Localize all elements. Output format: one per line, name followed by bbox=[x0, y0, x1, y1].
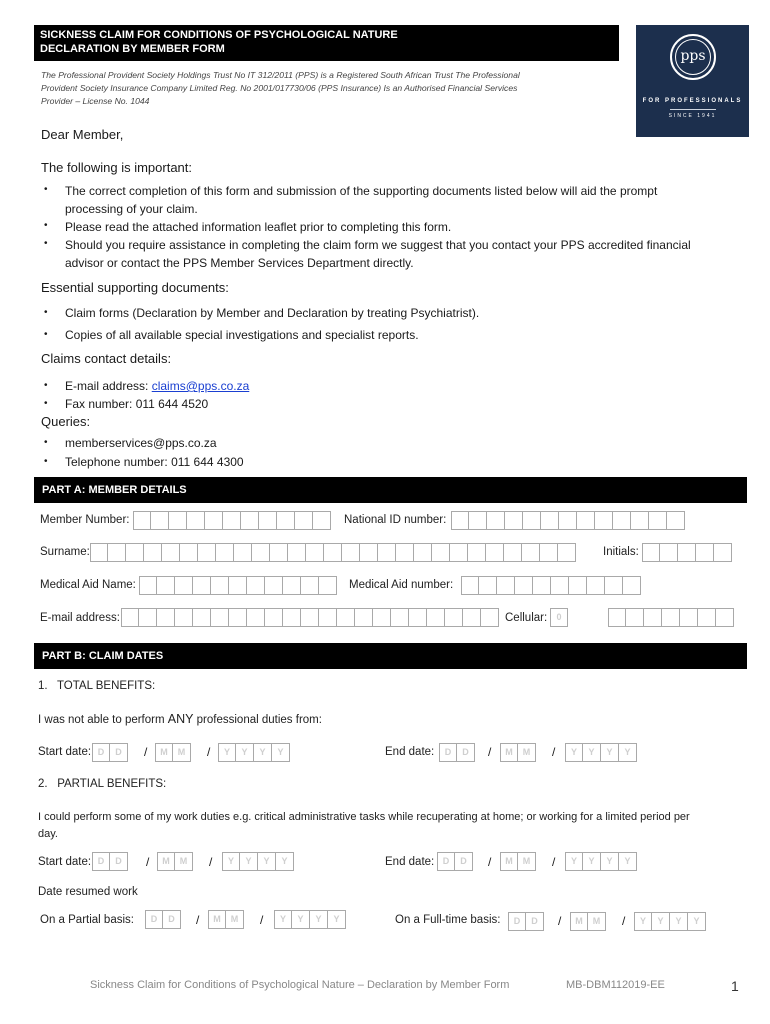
partial-benefits-heading bbox=[38, 777, 166, 791]
logo-divider bbox=[670, 109, 716, 110]
partial-start-day[interactable]: D D bbox=[92, 852, 128, 871]
partial-benefits-desc bbox=[38, 809, 690, 843]
date-separator: / bbox=[488, 745, 492, 759]
logo-tagline: FOR PROFESSIONALS bbox=[642, 98, 743, 104]
date-separator: / bbox=[552, 745, 556, 759]
date-separator: / bbox=[146, 855, 150, 869]
partial-basis-day[interactable]: D D bbox=[145, 910, 181, 929]
intro-line: The Professional Provident Society Holdings Trust No IT 312/2011 (PPS) is a Registered South African Trust The Professional bbox=[41, 70, 520, 80]
email-field[interactable] bbox=[121, 608, 499, 627]
desc-emphasis: ANY bbox=[167, 712, 194, 726]
total-end-label: End date: bbox=[385, 746, 435, 758]
bullet-icon: • bbox=[44, 307, 48, 318]
intro-line: Provident Society Insurance Company Limited Reg. No 2001/017730/06 (PPS Insurance) Is an Authorised Financial Services bbox=[41, 83, 518, 93]
logo-since: SINCE 1941 bbox=[668, 113, 717, 119]
legal-intro bbox=[41, 69, 601, 108]
email-label: E-mail address: bbox=[65, 379, 149, 393]
desc-text: I could perform some of my work duties e.g. critical administrative tasks while recuperating at home; or working for a limited period per bbox=[38, 811, 690, 823]
bullet-icon: • bbox=[44, 456, 48, 467]
cellular-label: Cellular: bbox=[505, 612, 548, 624]
form-title-bar bbox=[34, 25, 619, 61]
partial-end-month[interactable]: M M bbox=[500, 852, 536, 871]
bullet-icon: • bbox=[44, 238, 48, 249]
fulltime-basis-year[interactable]: Y Y Y Y bbox=[634, 912, 706, 931]
partial-start-year[interactable]: Y Y Y Y bbox=[222, 852, 294, 871]
contact-heading: Claims contact details: bbox=[41, 351, 172, 366]
list-item: Copies of all available special investigations and specialist reports. bbox=[65, 328, 419, 342]
medical-aid-number-field[interactable] bbox=[461, 576, 641, 595]
cellular-field[interactable] bbox=[608, 608, 734, 627]
footer-form-code: MB-DBM112019-EE bbox=[566, 979, 665, 991]
total-start-label: Start date: bbox=[38, 746, 92, 758]
date-separator: / bbox=[622, 914, 626, 928]
date-separator: / bbox=[144, 745, 148, 759]
pps-logo bbox=[636, 25, 749, 137]
list-item: Claim forms (Declaration by Member and Declaration by treating Psychiatrist). bbox=[65, 306, 480, 320]
date-separator: / bbox=[196, 913, 200, 927]
partial-start-label: Start date: bbox=[38, 856, 92, 868]
member-number-label: Member Number: bbox=[40, 514, 130, 526]
surname-label: Surname: bbox=[40, 546, 90, 558]
section-number: 1. bbox=[38, 680, 48, 692]
page-number: 1 bbox=[731, 978, 739, 994]
partial-start-month[interactable]: M M bbox=[157, 852, 193, 871]
partial-end-year[interactable]: Y Y Y Y bbox=[565, 852, 637, 871]
surname-field[interactable] bbox=[90, 543, 576, 562]
date-separator: / bbox=[488, 855, 492, 869]
section-heading: TOTAL BENEFITS: bbox=[56, 680, 156, 692]
partial-end-day[interactable]: D D bbox=[437, 852, 473, 871]
queries-email: memberservices@pps.co.za bbox=[65, 436, 217, 450]
logo-circle-icon bbox=[670, 34, 716, 80]
date-separator: / bbox=[552, 855, 556, 869]
date-separator: / bbox=[207, 745, 211, 759]
fulltime-basis-day[interactable]: D D bbox=[508, 912, 544, 931]
total-end-day[interactable]: D D bbox=[439, 743, 475, 762]
date-separator: / bbox=[558, 914, 562, 928]
partial-basis-year[interactable]: Y Y Y Y bbox=[274, 910, 346, 929]
bullet-icon: • bbox=[44, 437, 48, 448]
list-item: Please read the attached information leaflet prior to completing this form. bbox=[65, 220, 452, 234]
total-start-year[interactable]: Y Y Y Y bbox=[218, 743, 290, 762]
bullet-icon: • bbox=[44, 220, 48, 231]
bullet-icon: • bbox=[44, 329, 48, 340]
greeting: Dear Member, bbox=[41, 127, 124, 142]
part-b-header: PART B: CLAIM DATES bbox=[34, 643, 747, 669]
footer-form-title: Sickness Claim for Conditions of Psychological Nature – Declaration by Member Form bbox=[90, 979, 510, 991]
total-start-day[interactable]: D D bbox=[92, 743, 128, 762]
fax-row bbox=[65, 395, 208, 413]
partial-basis-label: On a Partial basis: bbox=[40, 914, 134, 926]
date-separator: / bbox=[209, 855, 213, 869]
desc-text: I was not able to perform bbox=[38, 714, 168, 726]
cellular-prefix-field[interactable] bbox=[550, 608, 568, 627]
medical-aid-name-field[interactable] bbox=[139, 576, 337, 595]
bullet-icon: • bbox=[44, 398, 48, 409]
partial-end-label: End date: bbox=[385, 856, 435, 868]
fulltime-basis-label: On a Full-time basis: bbox=[395, 914, 501, 926]
initials-field[interactable] bbox=[642, 543, 732, 562]
member-number-field[interactable] bbox=[133, 511, 331, 530]
national-id-field[interactable] bbox=[451, 511, 685, 530]
claims-email-link[interactable]: claims@pps.co.za bbox=[151, 379, 250, 393]
fulltime-basis-month[interactable]: M M bbox=[570, 912, 606, 931]
desc-text: professional duties from: bbox=[193, 714, 322, 726]
medical-aid-number-label: Medical Aid number: bbox=[349, 579, 454, 591]
email-label: E-mail address: bbox=[40, 612, 120, 624]
initials-label: Initials: bbox=[603, 546, 639, 558]
national-id-label: National ID number: bbox=[344, 514, 447, 526]
claims-email-row bbox=[65, 377, 249, 395]
docs-heading: Essential supporting documents: bbox=[41, 280, 229, 295]
date-separator: / bbox=[260, 913, 264, 927]
section-number: 2. bbox=[38, 778, 48, 790]
important-item bbox=[65, 182, 657, 218]
bullet-icon: • bbox=[44, 380, 48, 391]
total-start-month[interactable]: M M bbox=[155, 743, 191, 762]
total-end-year[interactable]: Y Y Y Y bbox=[565, 743, 637, 762]
bullet-icon: • bbox=[44, 184, 48, 195]
queries-phone: Telephone number: 011 644 4300 bbox=[65, 455, 244, 469]
desc-text: day. bbox=[38, 828, 58, 840]
medical-aid-name-label: Medical Aid Name: bbox=[40, 579, 136, 591]
total-benefits-heading bbox=[38, 679, 155, 693]
fax-value: 011 644 4520 bbox=[135, 397, 209, 411]
important-heading: The following is important: bbox=[41, 160, 193, 175]
form-title-line1: SICKNESS CLAIM FOR CONDITIONS OF PSYCHOLOGICAL NATURE bbox=[40, 29, 398, 41]
list-item: processing of your claim. bbox=[65, 202, 198, 216]
list-item: Should you require assistance in completing the claim form we suggest that you contact your PPS accredited financial bbox=[65, 238, 691, 252]
list-item: The correct completion of this form and submission of the supporting documents listed below will aid the prompt bbox=[65, 184, 658, 198]
intro-line: Provider – License No. 1044 bbox=[41, 96, 150, 106]
partial-basis-month[interactable]: M M bbox=[208, 910, 244, 929]
total-benefits-desc bbox=[38, 712, 322, 727]
cellular-prefix: 0 bbox=[550, 608, 568, 627]
queries-heading: Queries: bbox=[41, 414, 91, 429]
form-title-line2: DECLARATION BY MEMBER FORM bbox=[40, 43, 225, 55]
resumed-work-label: Date resumed work bbox=[38, 886, 138, 898]
fax-label: Fax number: bbox=[65, 397, 133, 411]
part-a-header: PART A: MEMBER DETAILS bbox=[34, 477, 747, 503]
list-item: advisor or contact the PPS Member Services Department directly. bbox=[65, 256, 414, 270]
total-end-month[interactable]: M M bbox=[500, 743, 536, 762]
section-heading: PARTIAL BENEFITS: bbox=[57, 778, 167, 790]
logo-brand: pps bbox=[675, 39, 711, 75]
important-item bbox=[65, 236, 691, 272]
